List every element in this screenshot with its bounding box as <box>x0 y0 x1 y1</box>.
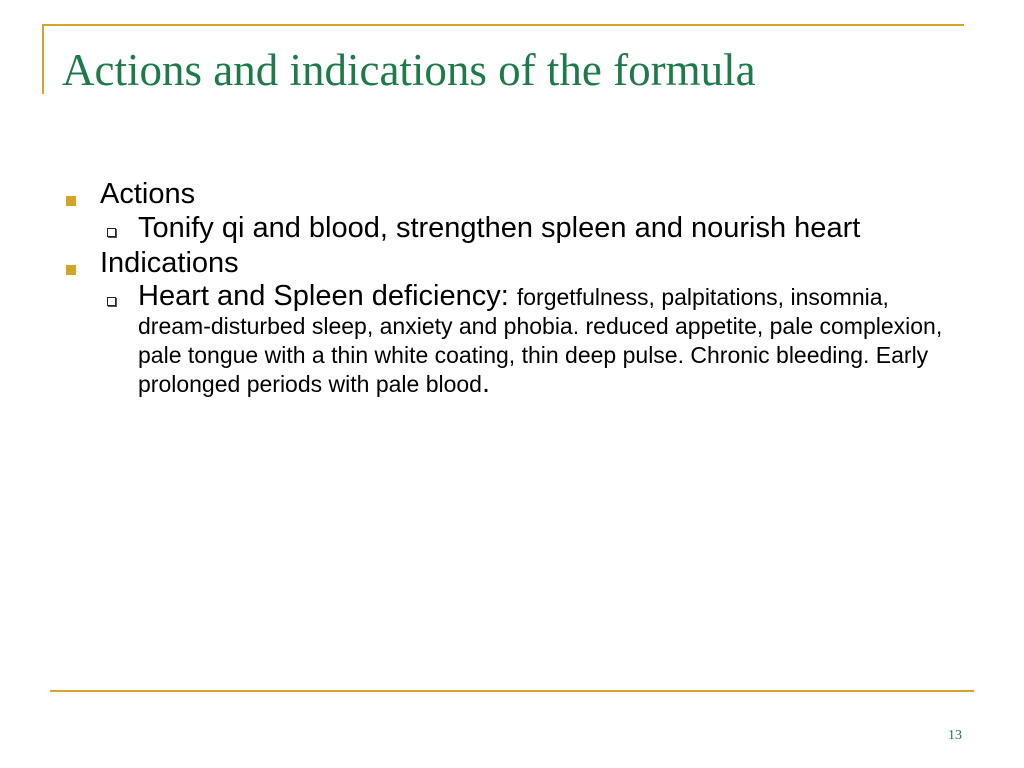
page-number: 13 <box>948 728 962 743</box>
indications-item <box>100 282 962 398</box>
bullet-indications <box>62 247 962 398</box>
indications-sublist <box>100 282 962 398</box>
indications-item-detail: forgetfulness, palpitations, insomnia, dream-disturbed sleep, anxiety and phobia. reduced appetite, pale complexion, pale tongue with a thin white coating, thin deep pulse. Chronic bleeding. Early prolonged periods with pale blood <box>138 284 943 397</box>
title-frame-top-line <box>42 24 964 26</box>
hollow-square-bullet-icon <box>107 297 116 306</box>
footer-divider <box>50 690 974 692</box>
square-bullet-icon <box>66 196 76 206</box>
actions-item <box>100 213 962 243</box>
actions-sublist <box>100 213 962 243</box>
slide-body <box>62 178 962 398</box>
title-frame-vertical-line <box>42 24 44 94</box>
indications-item-lead: Heart and Spleen deficiency: <box>138 280 509 312</box>
indications-item-end-mark: . <box>481 367 491 399</box>
slide-title: Actions and indications of the formula <box>62 45 756 95</box>
hollow-square-bullet-icon <box>107 228 116 237</box>
indications-heading: Indications <box>100 247 239 279</box>
actions-item-text: Tonify qi and blood, strengthen spleen and nourish heart <box>138 212 861 244</box>
bullet-actions <box>62 178 962 243</box>
actions-heading: Actions <box>100 178 196 210</box>
square-bullet-icon <box>66 265 76 275</box>
